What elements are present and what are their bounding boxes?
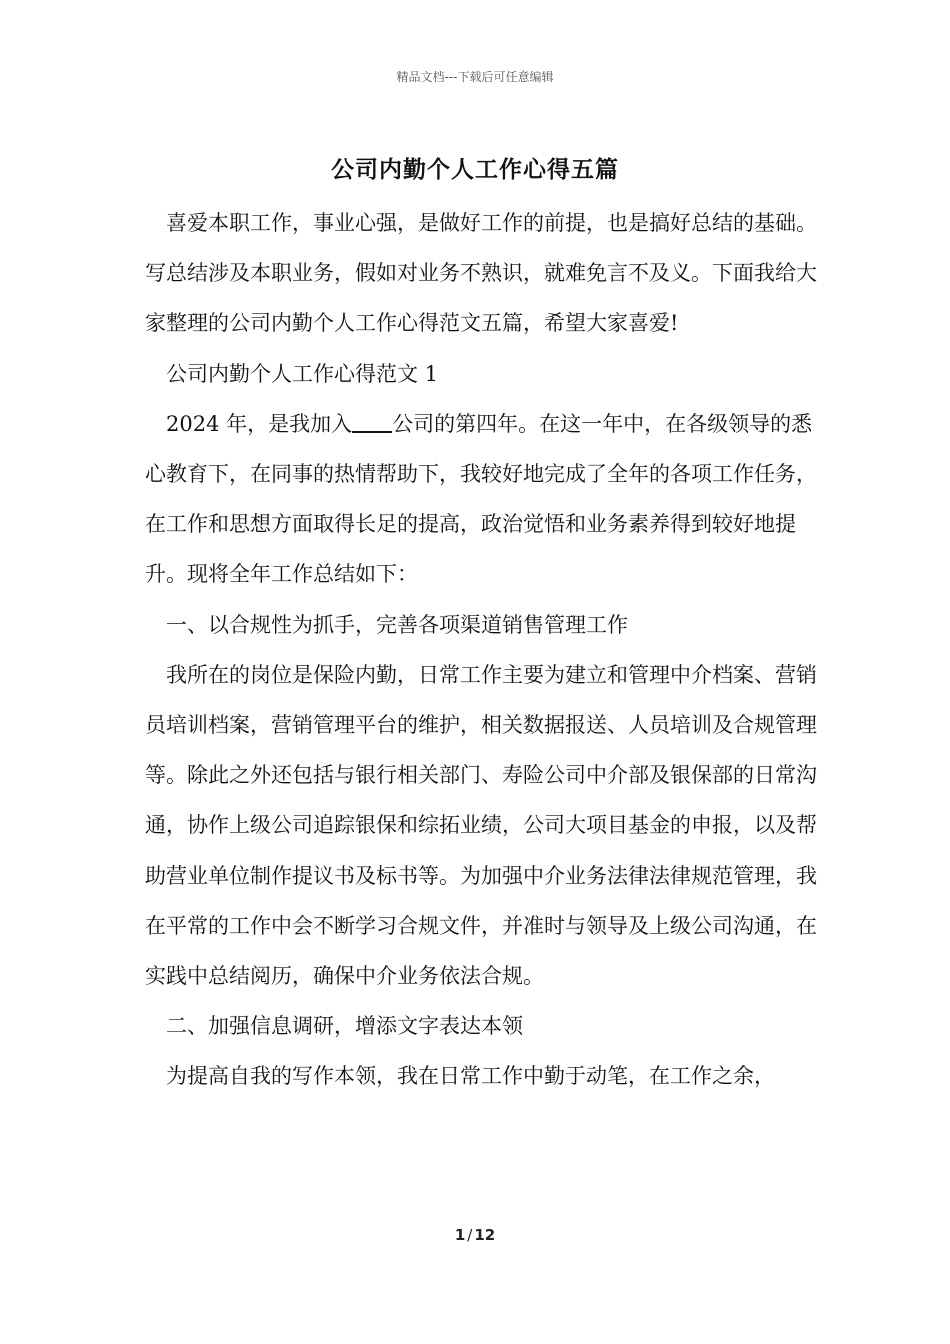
fill-in-blank — [352, 410, 392, 433]
subheading-1: 一、以合规性为抓手，完善各项渠道销售管理工作 — [166, 612, 628, 637]
current-page: 1 — [454, 1226, 466, 1244]
document-body — [145, 198, 820, 1102]
paragraph-1-rest: 公司的第四年。在这一年中，在各级领导的悉心教育下，在同事的热情帮助下，我较好地完成了全年的各项工作任务，在工作和思想方面取得长足的提高，政治觉悟和业务素养得到较好地提升。现将全年工作总结如下： — [145, 411, 817, 587]
paragraph-1 — [145, 399, 820, 600]
paragraph-3: 为提高自我的写作本领，我在日常工作中勤于动笔，在工作之余， — [166, 1064, 775, 1089]
section-heading: 公司内勤个人工作心得范文 1 — [166, 361, 439, 386]
header-note: 精品文档---下载后可任意编辑 — [396, 70, 554, 84]
total-pages: 12 — [474, 1226, 496, 1244]
paragraph-1-start: 2024 年，是我加入 — [166, 411, 353, 436]
paragraph-2: 我所在的岗位是保险内勤，日常工作主要为建立和管理中介档案、营销员培训档案，营销管理平台的维护，相关数据报送、人员培训及合规管理等。除此之外还包括与银行相关部门、寿险公司中介部及银保部的日常沟通，协作上级公司追踪银保和综拓业绩，公司大项目基金的申报，以及帮助营业单位制作提议书及标书等。为加强中介业务法律法律规范管理，我在平常的工作中会不断学习合规文件，并准时与领导及上级公司沟通，在实践中总结阅历，确保中介业务依法合规。 — [145, 662, 817, 989]
document-title: 公司内勤个人工作心得五篇 — [331, 156, 619, 183]
subheading-2: 二、加强信息调研，增添文字表达本领 — [166, 1014, 523, 1039]
page-number — [0, 1226, 950, 1244]
intro-paragraph: 喜爱本职工作，事业心强，是做好工作的前提，也是搞好总结的基础。写总结涉及本职业务，假如对业务不熟识，就难免言不及义。下面我给大家整理的公司内勤个人工作心得范文五篇，希望大家喜爱! — [145, 211, 817, 336]
page-separator: / — [467, 1226, 473, 1244]
